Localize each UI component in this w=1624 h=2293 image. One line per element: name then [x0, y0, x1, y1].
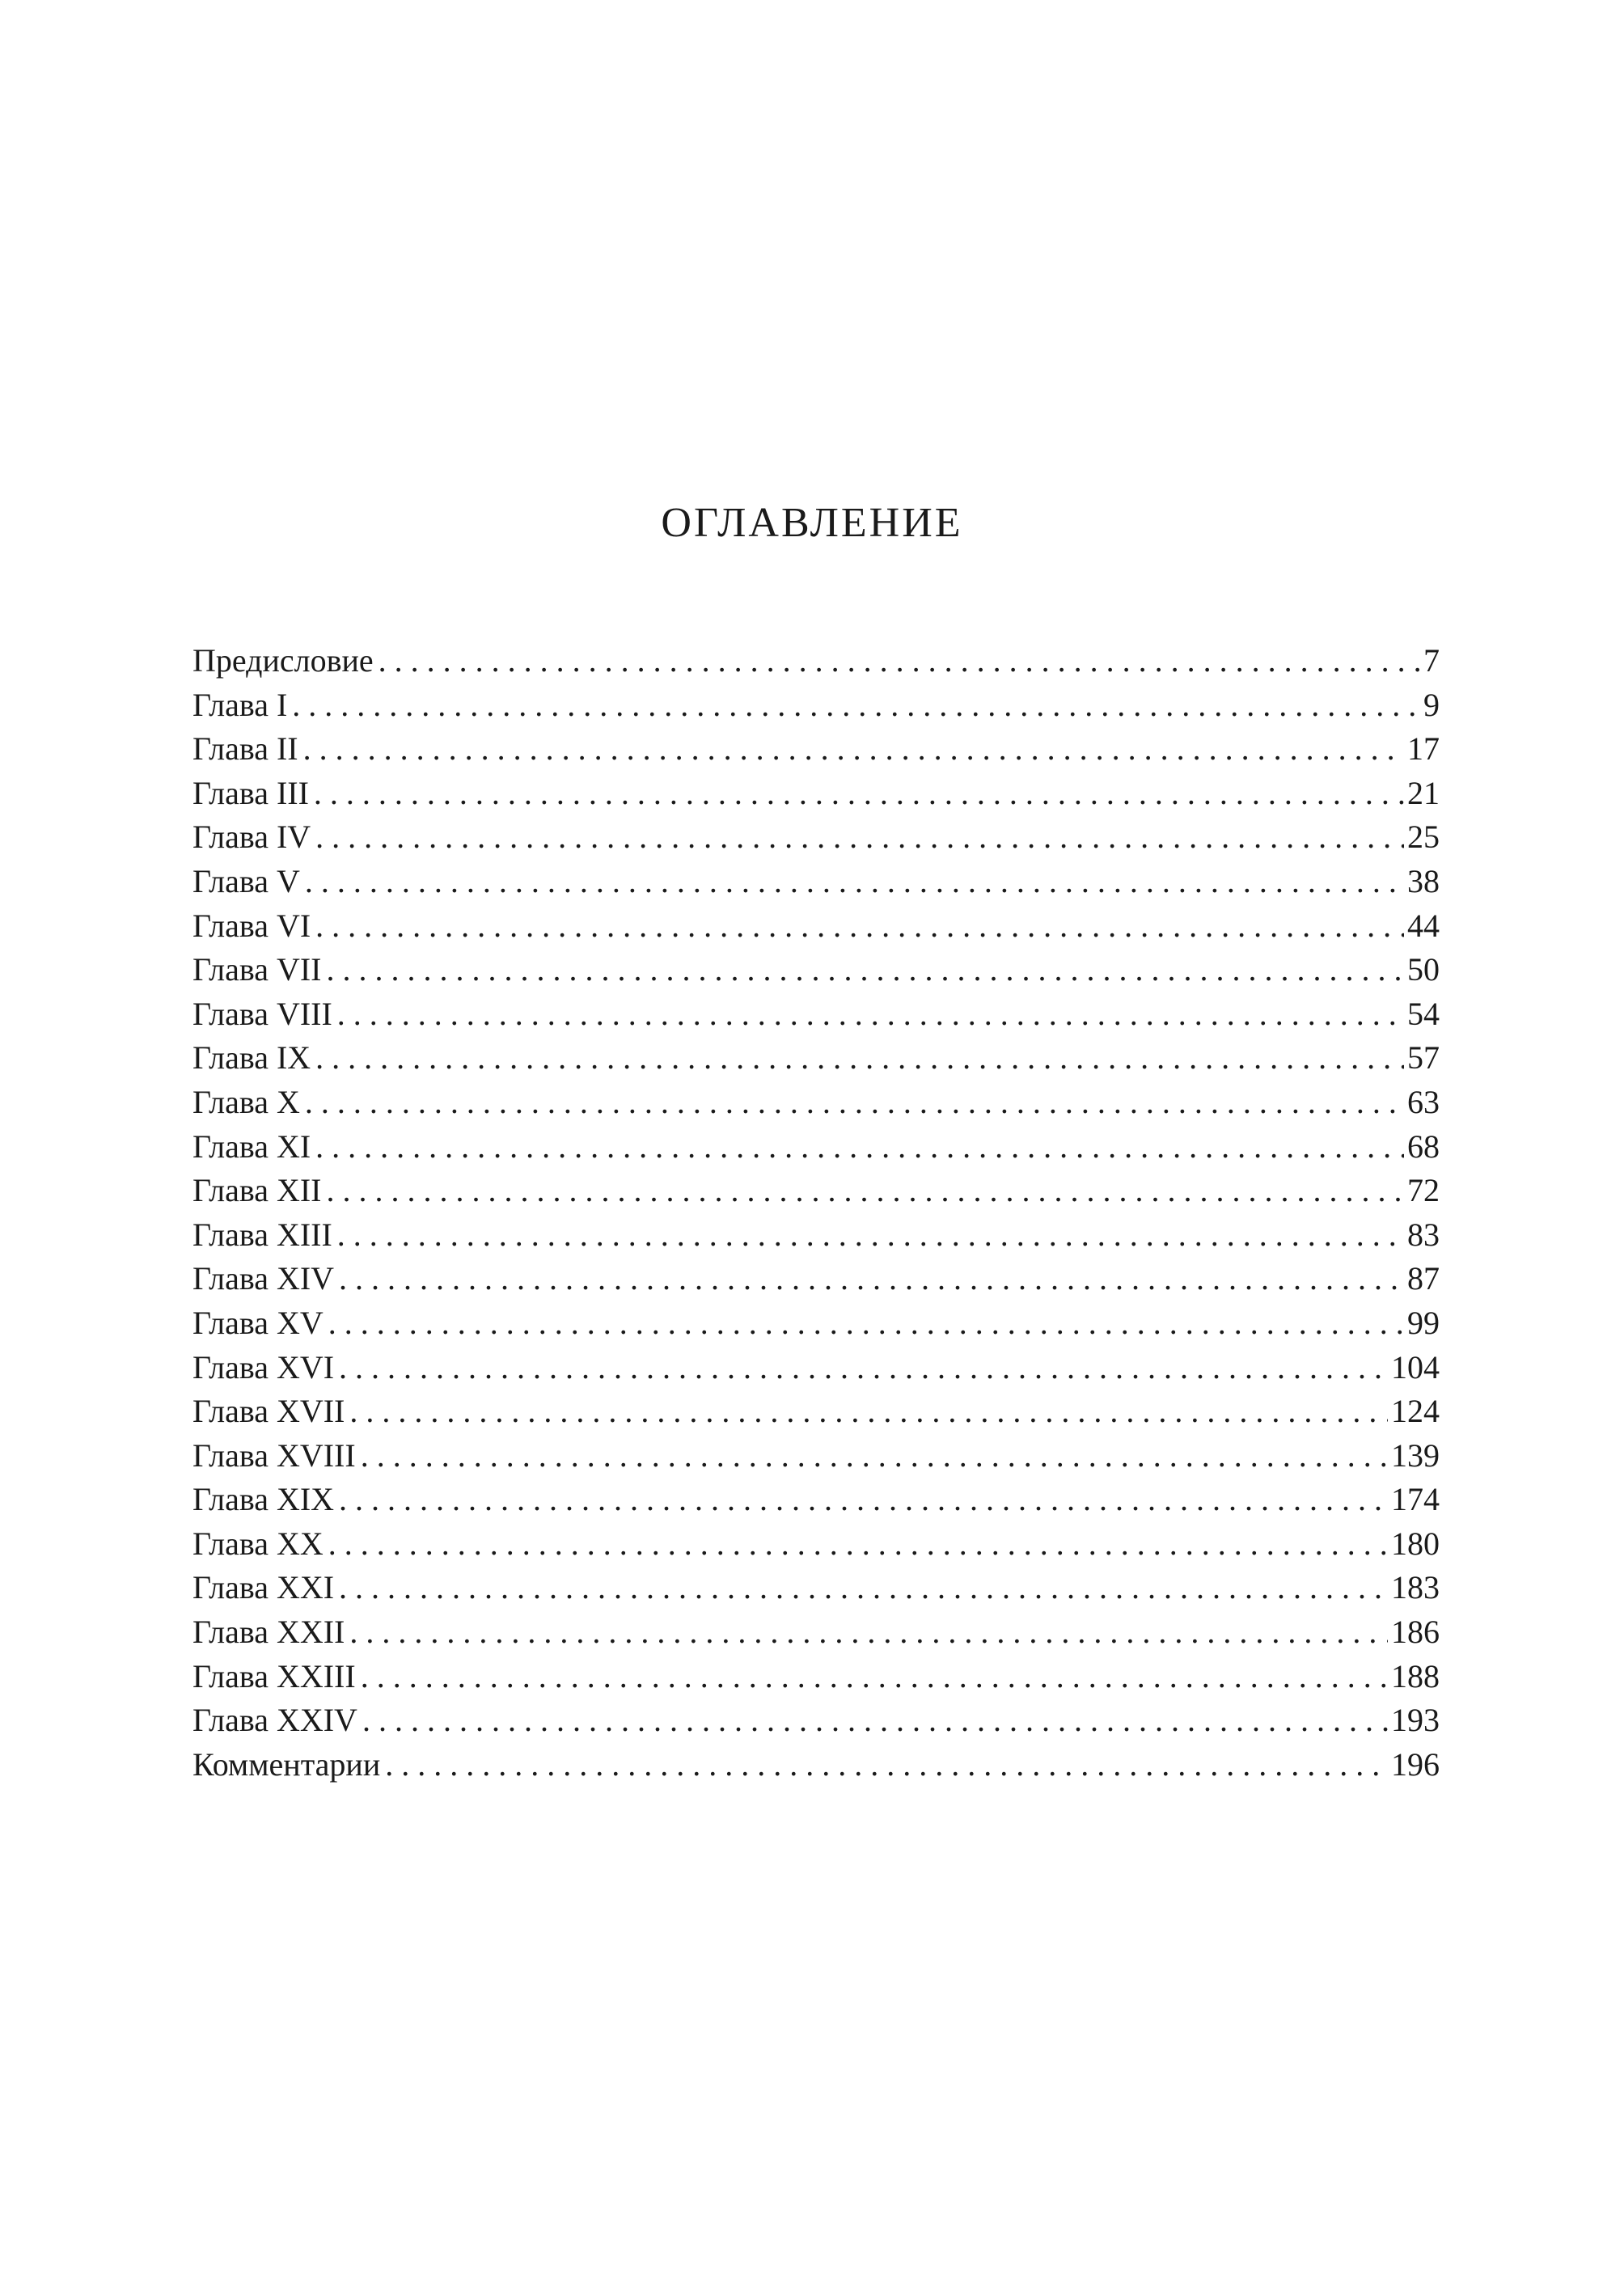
toc-entry-label: Глава XVI: [192, 1348, 335, 1386]
toc-entry-label: Глава VI: [192, 907, 311, 944]
dot-leader: [303, 727, 1404, 772]
toc-entry-label: Глава XX: [192, 1525, 324, 1562]
toc-entry[interactable]: [192, 1743, 1440, 1787]
dot-leader: [292, 683, 1420, 728]
toc-entry[interactable]: [192, 1125, 1440, 1170]
toc-entry-page-number: 196: [1391, 1745, 1440, 1783]
toc-entry-page-number: 193: [1391, 1702, 1440, 1739]
toc-entry-page-number: 174: [1391, 1481, 1440, 1518]
toc-entry[interactable]: [192, 1390, 1440, 1434]
toc-entry[interactable]: [192, 1213, 1440, 1258]
dot-leader: [385, 1743, 1388, 1787]
dot-leader: [315, 1125, 1404, 1170]
toc-entry-page-number: 188: [1391, 1657, 1440, 1694]
dot-leader: [361, 1434, 1388, 1479]
toc-entry-page-number: 124: [1391, 1393, 1440, 1430]
toc-entry[interactable]: [192, 1699, 1440, 1743]
toc-entry-page-number: 17: [1407, 730, 1440, 768]
toc-entry-page-number: 83: [1407, 1216, 1440, 1253]
dot-leader: [339, 1566, 1388, 1610]
toc-entry-page-number: 139: [1391, 1436, 1440, 1474]
dot-leader: [339, 1346, 1388, 1390]
dot-leader: [315, 1036, 1404, 1081]
dot-leader: [326, 948, 1404, 992]
dot-leader: [305, 1081, 1404, 1125]
toc-entry-page-number: 38: [1407, 862, 1440, 899]
dot-leader: [349, 1390, 1388, 1434]
toc-entry[interactable]: [192, 1655, 1440, 1699]
toc-entry[interactable]: [192, 948, 1440, 992]
toc-entry-page-number: 87: [1407, 1260, 1440, 1297]
toc-entry-page-number: 183: [1391, 1569, 1440, 1606]
toc-entry-label: Глава V: [192, 862, 300, 899]
toc-entry[interactable]: [192, 683, 1440, 728]
toc-entry-page-number: 99: [1407, 1304, 1440, 1341]
dot-leader: [379, 639, 1420, 683]
toc-entry-label: Глава VIII: [192, 995, 332, 1032]
toc-entry[interactable]: [192, 1478, 1440, 1522]
toc-entry-page-number: 104: [1391, 1348, 1440, 1386]
toc-entry[interactable]: [192, 1434, 1440, 1479]
toc-entry-label: Предисловие: [192, 642, 374, 679]
toc-entry[interactable]: [192, 1522, 1440, 1567]
dot-leader: [328, 1522, 1388, 1567]
dot-leader: [339, 1478, 1388, 1522]
toc-entry-label: Глава XXIII: [192, 1657, 356, 1694]
toc-entry[interactable]: [192, 772, 1440, 816]
toc-entry-label: Глава IV: [192, 819, 311, 856]
toc-entry-page-number: 54: [1407, 995, 1440, 1032]
toc-entry-label: Глава III: [192, 774, 309, 811]
toc-entry[interactable]: [192, 1257, 1440, 1301]
toc-entry-page-number: 186: [1391, 1614, 1440, 1651]
toc-entry[interactable]: [192, 1346, 1440, 1390]
toc-entry-label: Глава XI: [192, 1127, 311, 1165]
dot-leader: [337, 992, 1404, 1037]
dot-leader: [314, 772, 1404, 816]
toc-entry-page-number: 21: [1407, 774, 1440, 811]
toc-entry-page-number: 9: [1423, 686, 1440, 723]
toc-entry-label: Глава VII: [192, 951, 322, 988]
dot-leader: [315, 815, 1404, 860]
toc-entry[interactable]: [192, 1301, 1440, 1346]
toc-entry-label: Глава X: [192, 1083, 300, 1120]
dot-leader: [362, 1699, 1388, 1743]
toc-entry-page-number: 63: [1407, 1083, 1440, 1120]
toc-entry[interactable]: [192, 992, 1440, 1037]
toc-entry-page-number: 44: [1407, 907, 1440, 944]
toc-entry-page-number: 72: [1407, 1172, 1440, 1209]
toc-entry-label: Глава XIV: [192, 1260, 335, 1297]
toc-entry[interactable]: [192, 727, 1440, 772]
toc-entry-label: Глава XXII: [192, 1614, 345, 1651]
dot-leader: [339, 1257, 1404, 1301]
toc-entry-page-number: 68: [1407, 1127, 1440, 1165]
toc-entry[interactable]: [192, 1036, 1440, 1081]
toc-entry-label: Глава XIII: [192, 1216, 332, 1253]
page-title: ОГЛАВЛЕНИЕ: [661, 500, 963, 546]
toc-entry-label: Глава XXI: [192, 1569, 335, 1606]
dot-leader: [337, 1213, 1404, 1258]
toc-entry-label: Глава II: [192, 730, 298, 768]
toc-entry-label: Глава XIX: [192, 1481, 335, 1518]
toc-entry-label: Глава XII: [192, 1172, 322, 1209]
table-of-contents: [192, 639, 1440, 1787]
dot-leader: [326, 1169, 1404, 1213]
toc-entry[interactable]: [192, 1610, 1440, 1655]
dot-leader: [361, 1655, 1388, 1699]
toc-entry-label: Глава XVII: [192, 1393, 345, 1430]
toc-entry-label: Глава XV: [192, 1304, 324, 1341]
toc-entry[interactable]: [192, 904, 1440, 949]
toc-entry-page-number: 180: [1391, 1525, 1440, 1562]
toc-entry-label: Глава XXIV: [192, 1702, 357, 1739]
toc-entry[interactable]: [192, 1081, 1440, 1125]
toc-entry-label: Глава XVIII: [192, 1436, 356, 1474]
dot-leader: [349, 1610, 1388, 1655]
toc-entry-label: Комментарии: [192, 1745, 381, 1783]
toc-entry-label: Глава IX: [192, 1039, 311, 1077]
toc-entry[interactable]: [192, 815, 1440, 860]
dot-leader: [328, 1301, 1404, 1346]
toc-entry[interactable]: [192, 1169, 1440, 1213]
toc-entry-page-number: 7: [1423, 642, 1440, 679]
toc-entry[interactable]: [192, 639, 1440, 683]
toc-entry-label: Глава I: [192, 686, 288, 723]
dot-leader: [305, 860, 1404, 904]
dot-leader: [315, 904, 1404, 949]
toc-entry[interactable]: [192, 860, 1440, 904]
toc-entry-page-number: 25: [1407, 819, 1440, 856]
toc-entry[interactable]: [192, 1566, 1440, 1610]
toc-entry-page-number: 50: [1407, 951, 1440, 988]
toc-entry-page-number: 57: [1407, 1039, 1440, 1077]
